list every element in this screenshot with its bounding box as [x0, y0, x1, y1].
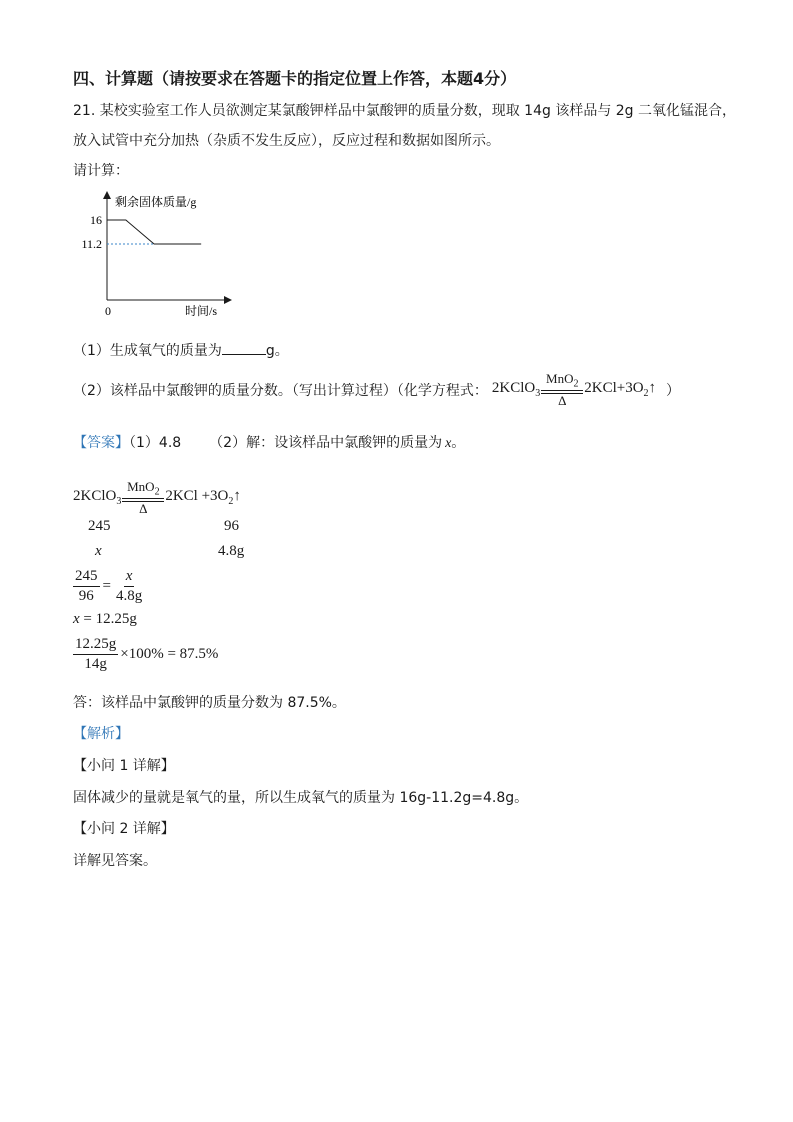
question-line-1: 21. 某校实验室工作人员欲测定某氯酸钾样品中氯酸钾的质量分数，现取 14g 该样品与 2g 二氧化锰混合， — [73, 103, 737, 119]
analysis-sub2-title: 【小问 2 详解】 — [73, 821, 175, 837]
answer-period: 。 — [451, 435, 466, 451]
percentage-fraction: $\frac{12.25g}{14g}$ — [75, 636, 117, 672]
solution-equation — [73, 480, 241, 516]
q1-answer-blank[interactable] — [222, 342, 266, 355]
sub-question-1 — [73, 340, 289, 360]
origin-label: 0 — [105, 304, 111, 318]
eq-condition: MnO$_2$ Δ — [122, 480, 164, 516]
known-right: 4.8g — [218, 543, 245, 559]
y-axis-label: 剩余固体质量/g — [115, 195, 197, 209]
percentage-rest: ×100% = 87.5% — [120, 645, 219, 662]
answer-part1: （1）4.8 — [129, 435, 182, 451]
ratio-equals: = — [102, 577, 111, 594]
q2-eq-left: 2KClO$_3$ — [491, 380, 541, 400]
q1-prefix: （1）生成氧气的质量为 — [73, 343, 222, 359]
answer-var: x — [445, 436, 452, 451]
analysis-sub1-text: 固体减少的量就是氧气的量，所以生成氧气的质量为 16g-11.2g=4.8g。 — [73, 790, 529, 806]
analysis-tag: 【解析】 — [73, 726, 129, 742]
ratio-equation — [73, 567, 144, 606]
x-axis-label: 时间/s — [185, 304, 218, 318]
mass-left: 245 — [88, 518, 111, 534]
q1-suffix: g。 — [265, 343, 289, 359]
ratio-right: $\frac{x}{4.8g}$ — [115, 568, 143, 604]
answer-line — [73, 432, 465, 452]
q2-text: （2）该样品中氯酸钾的质量分数。（写出计算过程）（化学方程式： — [73, 382, 488, 399]
series-line — [107, 220, 201, 244]
question-prompt: 请计算： — [73, 163, 129, 179]
y-tick-label: 16 — [90, 213, 102, 227]
q2-eq-right: $2KCl+3O_2↑$ — [584, 380, 657, 400]
section-title: 四、计算题（请按要求在答题卡的指定位置上作答，本题4分） — [73, 69, 517, 88]
q2-end: ） — [666, 382, 681, 399]
answer-part2: （2）解：设该样品中氯酸钾的质量为 — [209, 435, 443, 451]
conclusion: 答：该样品中氯酸钾的质量分数为 87.5%。 — [73, 695, 346, 711]
ratio-left: $\frac{245}{96}$ — [75, 568, 98, 604]
y-tick-label: 11.2 — [81, 237, 102, 251]
answer-tag: 【答案】 — [73, 435, 129, 451]
percentage-line — [73, 635, 218, 674]
eq-left: 2KClO$_3$ — [73, 488, 122, 508]
analysis-sub2-text: 详解见答案。 — [73, 853, 157, 869]
unknown-left: x — [95, 543, 102, 559]
sub-question-2 — [73, 372, 680, 408]
mass-time-chart — [70, 190, 240, 325]
mass-right: 96 — [224, 518, 239, 534]
analysis-sub1-title: 【小问 1 详解】 — [73, 758, 175, 774]
q2-eq-condition: MnO$_2$ Δ — [541, 372, 583, 408]
eq-right: $2KCl +3O_2↑$ — [165, 488, 241, 508]
result-line: x = 12.25g — [73, 611, 137, 627]
question-line-2: 放入试管中充分加热（杂质不发生反应），反应过程和数据如图所示。 — [73, 133, 500, 149]
